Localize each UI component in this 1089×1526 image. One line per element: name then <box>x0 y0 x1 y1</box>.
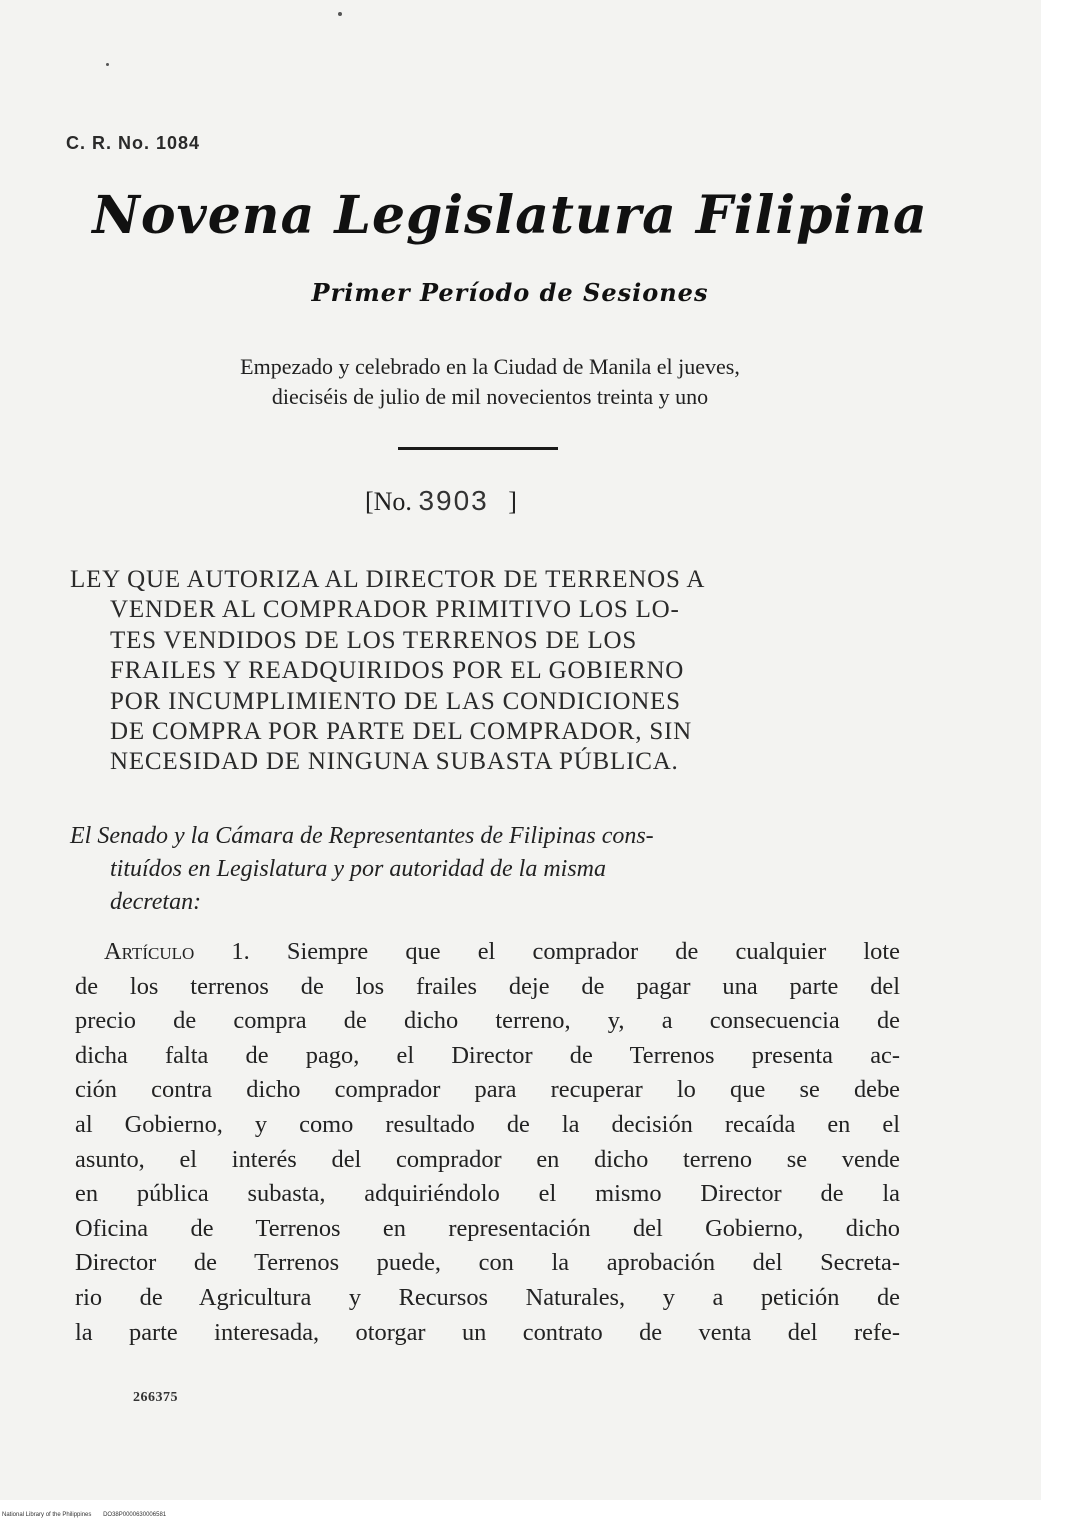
enacting-line: tituídos en Legislatura y por autoridad de la misma <box>110 856 607 882</box>
article-line: al Gobierno, y como resultado de la decisión recaída en el <box>75 1110 900 1138</box>
divider-rule <box>398 447 558 450</box>
article-line: rio de Agricultura y Recursos Naturales, y a petición de <box>75 1283 900 1311</box>
article-line: Oficina de Terrenos en representación del Gobierno, dicho <box>75 1214 900 1242</box>
page-code: 266375 <box>133 1390 178 1405</box>
act-number <box>365 485 517 517</box>
law-title-line: FRAILES Y READQUIRIDOS POR EL GOBIERNO <box>110 657 685 685</box>
scan-speck <box>338 12 342 16</box>
article-1 <box>75 935 900 1350</box>
article-line: dicha falta de pago, el Director de Terrenos presenta ac- <box>75 1041 900 1069</box>
convened-line: Empezado y celebrado en la Ciudad de Manila el jueves, <box>240 354 740 379</box>
law-title-line: NECESIDAD DE NINGUNA SUBASTA PÚBLICA. <box>110 748 679 776</box>
article-line: asunto, el interés del comprador en dicho terreno se vende <box>75 1145 900 1173</box>
law-title <box>70 565 900 778</box>
footer-record-id: DO38P0000630006581 <box>103 1512 167 1518</box>
footer-library: National Library of the Philippines <box>2 1512 92 1518</box>
article-line: precio de compra de dicho terreno, y, a consecuencia de <box>75 1007 900 1035</box>
article-line <box>75 935 900 970</box>
law-title-line: LEY QUE AUTORIZA AL DIRECTOR DE TERRENOS A <box>70 566 706 593</box>
act-number-value: 3903 <box>418 485 489 516</box>
article-line: en pública subasta, adquiriéndolo el mismo Director de la <box>75 1180 900 1208</box>
scan-speck <box>106 63 109 66</box>
article-text: Siempre que el comprador de cualquier lote <box>286 938 900 965</box>
article-line: de los terrenos de los frailes deje de pagar una parte del <box>75 972 900 1000</box>
law-title-line: VENDER AL COMPRADOR PRIMITIVO LOS LO- <box>110 596 680 624</box>
convened-statement <box>40 352 940 412</box>
cr-number: C. R. No. 1084 <box>66 133 201 153</box>
article-line: Director de Terrenos puede, con la aprobación del Secreta- <box>75 1249 900 1277</box>
act-number-prefix: [No. <box>365 487 412 516</box>
law-title-line: DE COMPRA POR PARTE DEL COMPRADOR, SIN <box>110 718 693 746</box>
enacting-clause <box>70 820 900 919</box>
article-label: Artículo 1. <box>104 938 250 965</box>
enacting-line: El Senado y la Cámara de Representantes de Filipinas cons- <box>70 823 654 849</box>
convened-line: dieciséis de julio de mil novecientos treinta y uno <box>271 384 709 409</box>
scan-margin <box>1041 0 1089 1526</box>
session-subtitle: Primer Período de Sesiones <box>311 278 709 307</box>
act-number-suffix: ] <box>508 487 517 516</box>
scan-footer <box>2 1512 176 1518</box>
law-title-line: TES VENDIDOS DE LOS TERRENOS DE LOS <box>110 626 638 654</box>
enacting-line: decretan: <box>110 889 202 915</box>
law-title-line: POR INCUMPLIMIENTO DE LAS CONDICIONES <box>110 687 681 715</box>
article-line: ción contra dicho comprador para recuperar lo que se debe <box>75 1076 900 1104</box>
legislature-title: Novena Legislatura Filipina <box>92 185 928 246</box>
article-line: la parte interesada, otorgar un contrato de venta del refe- <box>75 1318 900 1346</box>
